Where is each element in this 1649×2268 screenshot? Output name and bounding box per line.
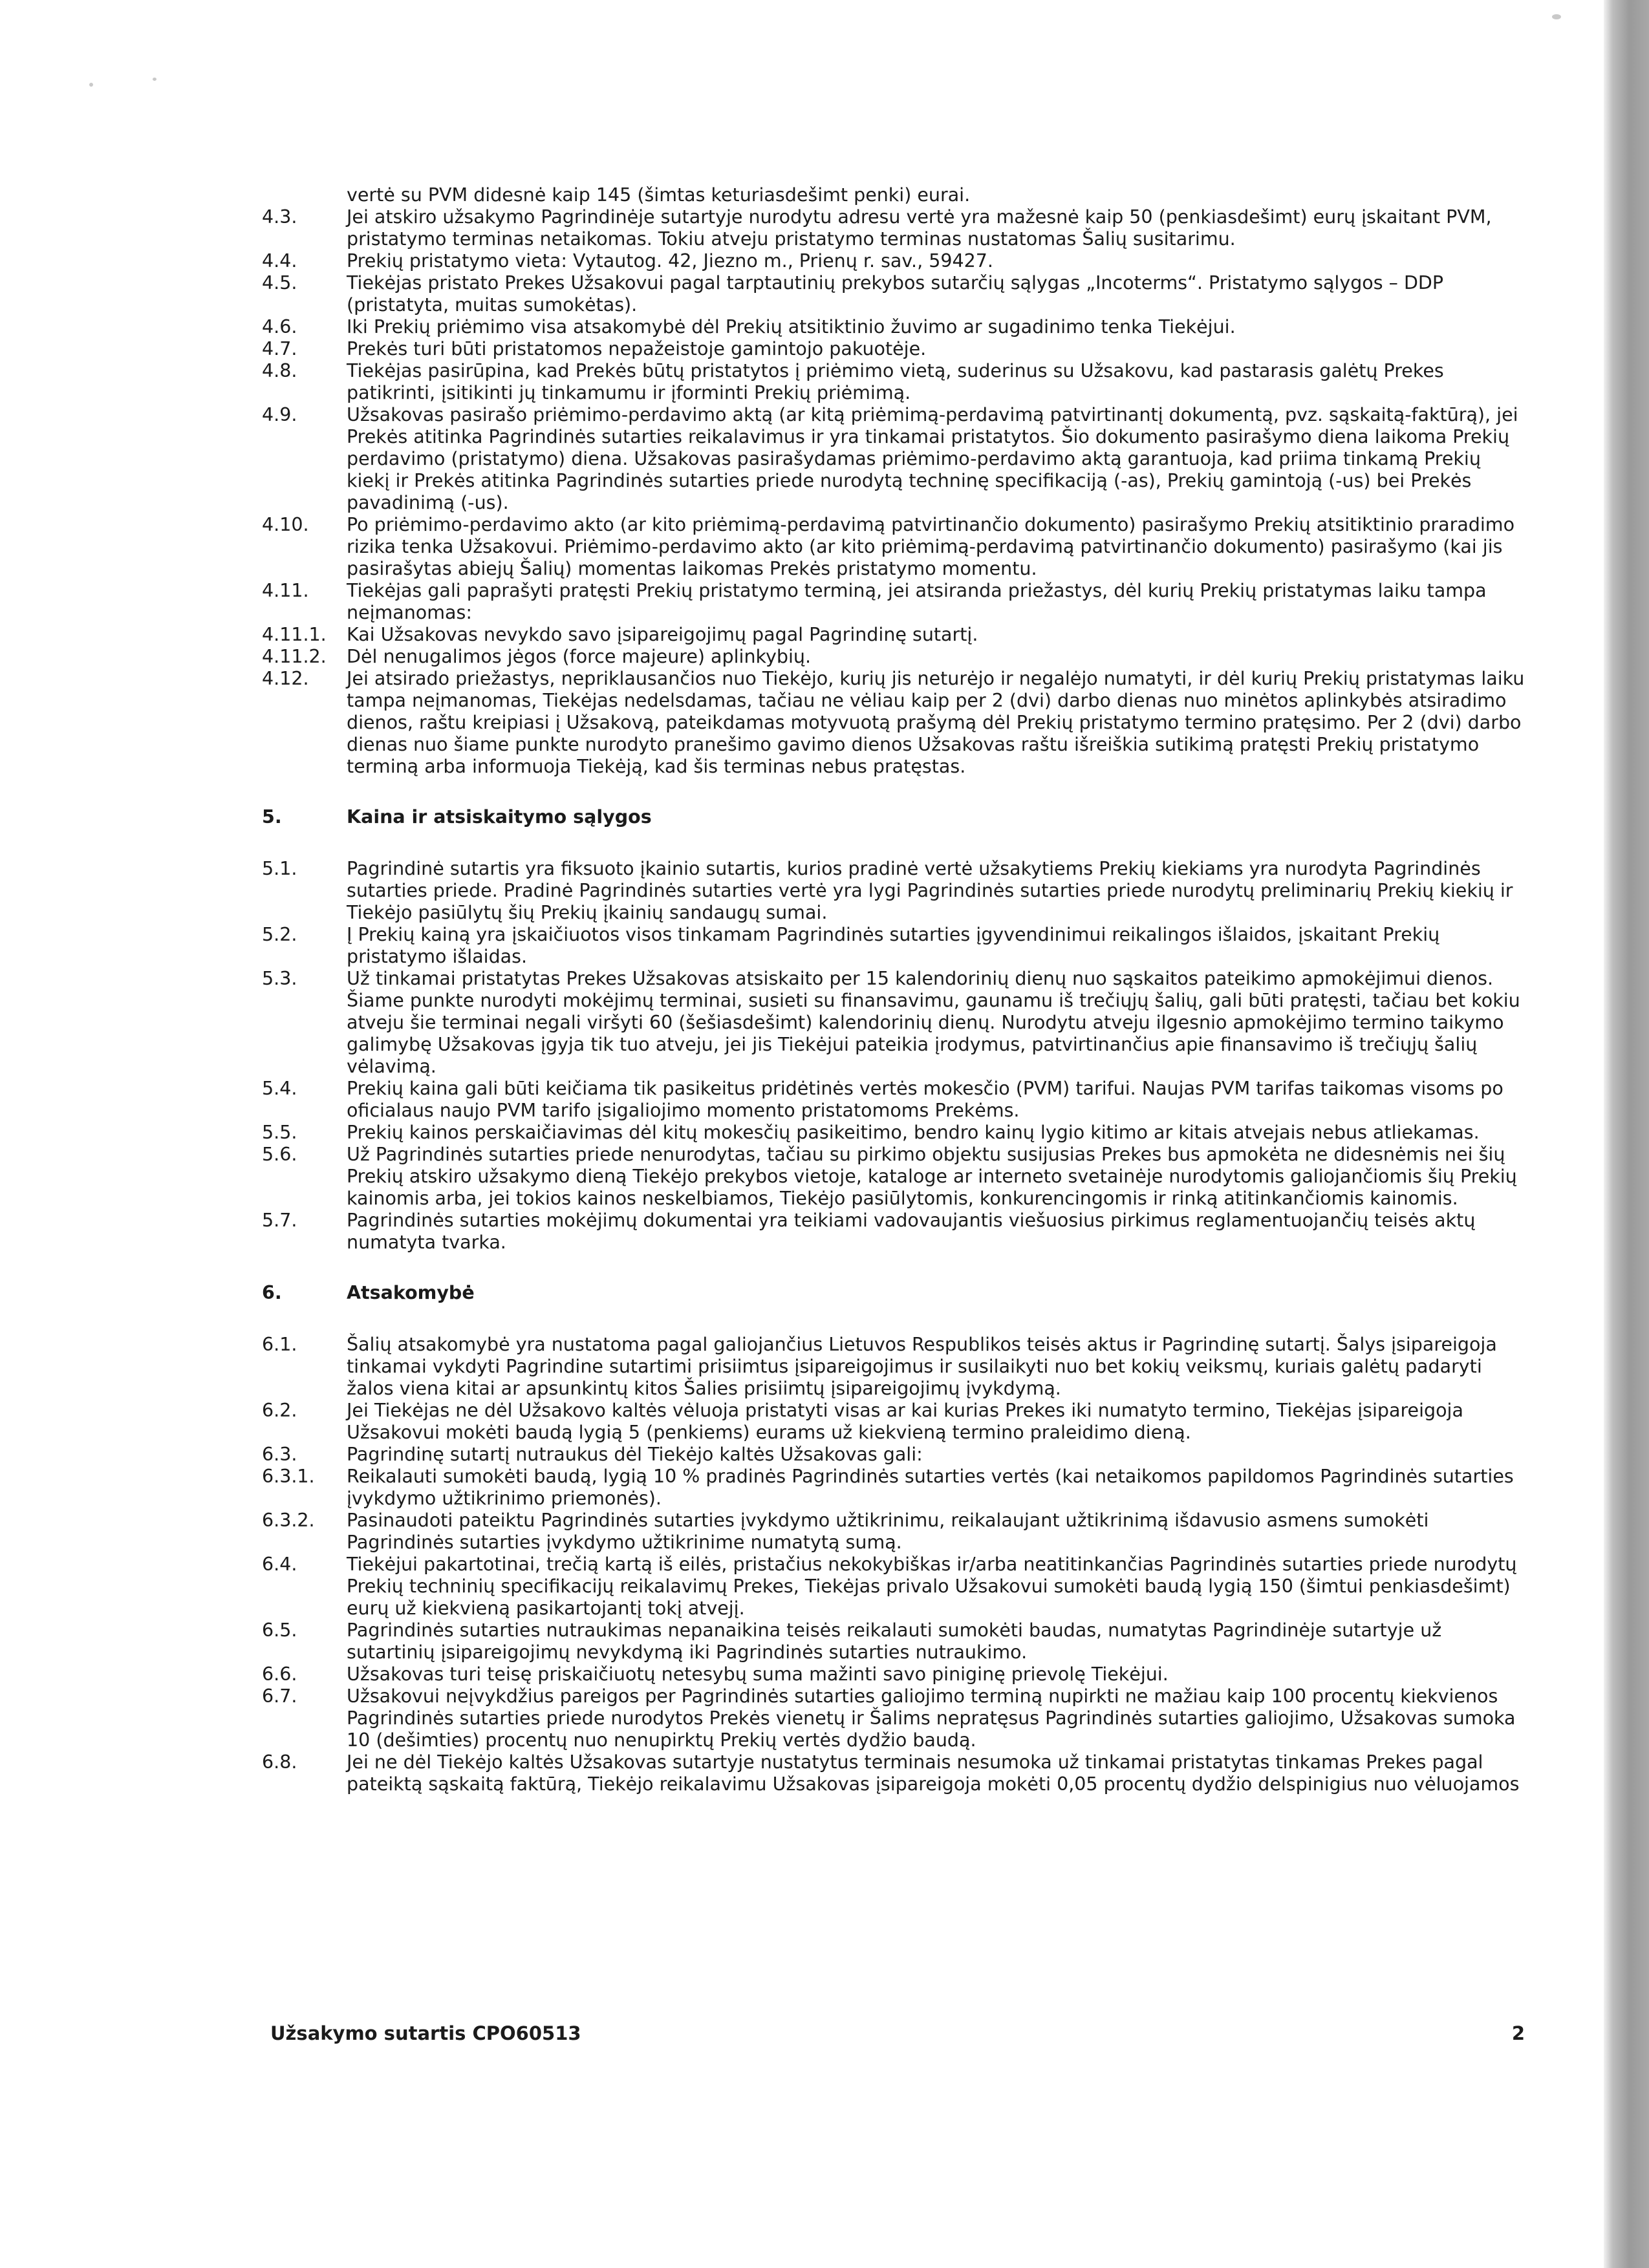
clause-text: Prekių kaina gali būti keičiama tik pasikeitus pridėtinės vertės mokesčio (PVM) tarifui. Naujas PVM tarifas taikomas visoms po oficialaus naujo PVM tarifo įsigaliojimo momento pristatomoms Prekėms. — [347, 1078, 1503, 1121]
clause-item — [262, 668, 1529, 778]
section-number: 5. — [262, 806, 282, 828]
clause-text: Prekių kainos perskaičiavimas dėl kitų mokesčių pasikeitimo, bendro kainų lygio kitimo ar kitais atvejais nebus atliekamas. — [347, 1122, 1480, 1143]
clause-item — [262, 1210, 1529, 1254]
clause-text: Pasinaudoti pateiktu Pagrindinės sutarties įvykdymo užtikrinimu, reikalaujant užtikrinimą išdavusio asmens sumokėti Pagrindinės sutarties įvykdymo užtikrinime numatytą sumą. — [347, 1510, 1429, 1553]
clause-text: Už tinkamai pristatytas Prekes Užsakovas atsiskaito per 15 kalendorinių dienų nuo sąskaitos pateikimo apmokėjimui dienos. Šiame punkte nurodyti mokėjimų terminai, susieti su finansavimu, gaunamu iš trečiųjų šalių, gali būti pratęsti, tačiau bet kokiu atveju šie terminai negali viršyti 60 (šešiasdešimt) kalendorinių dienų. Nurodytu atveju ilgesnio apmokėjimo termino taikymo galimybę Užsakovas įgyja tik tuo atveju, jei jis Tiekėjui pateikia įrodymus, patvirtinančius apie finansavimo iš trečiųjų šalių vėlavimą. — [347, 968, 1520, 1077]
scan-speck — [153, 78, 156, 81]
clause-text: Užsakovas pasirašo priėmimo-perdavimo aktą (ar kitą priėmimą-perdavimą patvirtinantį dokumentą, pvz. sąskaitą-faktūrą), jei Prekės atitinka Pagrindinės sutarties reikalavimus ir yra tinkamai pristatytos. Šio dokumento pasirašymo diena laikoma Prekių perdavimo (pristatymo) diena. Užsakovas pasirašydamas priėmimo-perdavimo aktą garantuoja, kad priima tinkamą Prekių kiekį ir Prekės atitinka Pagrindinės sutarties priede nurodytą techninę specifikaciją (-as), Prekių gamintoją (-us) bei Prekės pavadinimą (-us). — [347, 404, 1518, 513]
clause-number: 6.6. — [262, 1664, 297, 1685]
clause-number: 4.11.1. — [262, 624, 327, 645]
scan-speck — [89, 83, 93, 87]
clause-item — [262, 1078, 1529, 1122]
clause-text: Jei atsirado priežastys, nepriklausančios nuo Tiekėjo, kurių jis neturėjo ir negalėjo numatyti, ir dėl kurių Prekių pristatymas laiku tampa neįmanomas, Tiekėjas nedelsdamas, tačiau ne vėliau kaip per 2 (dvi) darbo dienas nuo minėtos aplinkybės atsiradimo dienos, raštu kreipiasi į Užsakovą, pateikdamas motyvuotą prašymą dėl Prekių pristatymo termino pratęsimo. Per 2 (dvi) darbo dienas nuo šiame punkte nurodyto pranešimo gavimo dienos Užsakovas raštu išreiškia sutikimą pratęsti Prekių pristatymo terminą arba informuoja Tiekėją, kad šis terminas nebus pratęstas. — [347, 668, 1525, 777]
section-heading — [262, 1282, 1529, 1304]
clause-number: 4.8. — [262, 360, 297, 381]
clause-number: 6.8. — [262, 1751, 297, 1773]
clause-item — [262, 580, 1529, 624]
clause-item — [262, 1144, 1529, 1210]
clause-item — [262, 338, 1529, 360]
clause-item — [262, 624, 1529, 646]
clause-item — [262, 968, 1529, 1078]
clause-item — [262, 316, 1529, 338]
clause-number: 5.3. — [262, 968, 297, 989]
clause-item — [262, 250, 1529, 272]
clause-text: Prekės turi būti pristatomos nepažeistoje gamintojo pakuotėje. — [347, 338, 927, 359]
clause-item — [262, 1444, 1529, 1466]
clause-number: 4.3. — [262, 206, 297, 228]
clause-item — [262, 206, 1529, 250]
clause-text: Tiekėjas gali paprašyti pratęsti Prekių pristatymo terminą, jei atsiranda priežastys, dėl kurių Prekių pristatymas laiku tampa neįmanomas: — [347, 580, 1487, 623]
clause-number: 4.5. — [262, 272, 297, 294]
clause-number: 4.12. — [262, 668, 309, 689]
clause-text: Už Pagrindinės sutarties priede nenurodytas, tačiau su pirkimo objektu susijusias Prekes bus apmokėta ne didesnėmis nei šių Prekių atskiro užsakymo dieną Tiekėjo prekybos vietoje, kataloge ar interneto svetainėje nurodytomis galiojančiomis šių Prekių kainomis arba, jei tokios kainos neskelbiamos, Tiekėjo pasiūlytomis, konkurencingomis ir rinką atitinkančiomis kainomis. — [347, 1144, 1517, 1209]
clause-text: Tiekėjas pristato Prekes Užsakovui pagal tarptautinių prekybos sutarčių sąlygas „Incoterms“. Pristatymo sąlygos – DDP (pristatyta, muitas sumokėtas). — [347, 272, 1444, 316]
clause-number: 6.3. — [262, 1444, 297, 1465]
carryover-paragraph — [262, 184, 1529, 206]
clause-number: 4.6. — [262, 316, 297, 337]
clause-number: 4.10. — [262, 514, 309, 535]
clause-item — [262, 1554, 1529, 1620]
clause-text: Pagrindinė sutartis yra fiksuoto įkainio sutartis, kurios pradinė vertė užsakytiems Prekių kiekiams yra nurodyta Pagrindinės sutarties priede. Pradinė Pagrindinės sutarties vertė yra lygi Pagrindinės sutarties priede nurodytų preliminarių Prekių kiekių ir Tiekėjo pasiūlytų šių Prekių įkainių sandaugų sumai. — [347, 858, 1513, 923]
section-number: 6. — [262, 1282, 282, 1303]
clause-item — [262, 1122, 1529, 1144]
clause-text: Pagrindinės sutarties nutraukimas nepanaikina teisės reikalauti sumokėti baudas, numatytas Pagrindinėje sutartyje už sutartinių įsipareigojimų nevykdymą iki Pagrindinės sutarties nutraukimo. — [347, 1620, 1442, 1663]
clause-number: 6.4. — [262, 1554, 297, 1575]
clause-item — [262, 1510, 1529, 1554]
page-number: 2 — [1511, 2022, 1525, 2044]
clause-number: 5.2. — [262, 924, 297, 945]
clause-number: 5.5. — [262, 1122, 297, 1143]
clause-item — [262, 858, 1529, 924]
clause-number: 6.3.2. — [262, 1510, 315, 1531]
clause-item — [262, 404, 1529, 514]
clause-text: Jei ne dėl Tiekėjo kaltės Užsakovas sutartyje nustatytus terminais nesumoka už tinkamai pristatytas tinkamas Prekes pagal pateiktą sąskaitą faktūrą, Tiekėjo reikalavimu Užsakovas įsipareigoja mokėti 0,05 procentų dydžio delspinigius nuo vėluojamos — [347, 1751, 1520, 1795]
clause-text: Užsakovui neįvykdžius pareigos per Pagrindinės sutarties galiojimo terminą nupirkti ne mažiau kaip 100 procentų kiekvienos Pagrindinės sutarties priede nurodytos Prekės vienetų ir Šalims nepratęsus Pagrindinės sutarties galiojimo, Užsakovas sumoka 10 (dešimties) procentų nuo nenupirktų Prekių vertės dydžio baudą. — [347, 1685, 1516, 1751]
clause-number: 4.7. — [262, 338, 297, 359]
clause-item — [262, 360, 1529, 404]
clause-item — [262, 1334, 1529, 1400]
clause-number: 5.6. — [262, 1144, 297, 1165]
clause-item — [262, 1466, 1529, 1510]
section-heading — [262, 806, 1529, 828]
clause-item — [262, 272, 1529, 316]
clause-number: 6.5. — [262, 1620, 297, 1641]
clause-number: 6.1. — [262, 1334, 297, 1355]
clause-number: 6.7. — [262, 1685, 297, 1707]
clause-number: 5.1. — [262, 858, 297, 879]
clause-text: Pagrindinę sutartį nutraukus dėl Tiekėjo kaltės Užsakovas gali: — [347, 1444, 923, 1465]
clause-number: 4.4. — [262, 250, 297, 272]
clause-text: Pagrindinės sutarties mokėjimų dokumentai yra teikiami vadovaujantis viešuosius pirkimus reglamentuojančių teisės aktų numatyta tvarka. — [347, 1210, 1476, 1253]
clause-text: Iki Prekių priėmimo visa atsakomybė dėl Prekių atsitiktinio žuvimo ar sugadinimo tenka Tiekėjui. — [347, 316, 1236, 337]
clause-text: Prekių pristatymo vieta: Vytautog. 42, Jiezno m., Prienų r. sav., 59427. — [347, 250, 993, 272]
scan-shadow-edge — [1604, 0, 1649, 2268]
clause-item — [262, 646, 1529, 668]
clause-number: 4.11.2. — [262, 646, 327, 667]
clause-number: 5.4. — [262, 1078, 297, 1099]
page-footer — [270, 2022, 1525, 2044]
scan-speck — [1552, 14, 1561, 19]
clause-text: Po priėmimo-perdavimo akto (ar kito priėmimą-perdavimą patvirtinančio dokumento) pasirašymo Prekių atsitiktinio praradimo rizika tenka Užsakovui. Priėmimo-perdavimo akto (ar kito priėmimą-perdavimą patvirtinančio dokumento) pasirašymo (kai jis pasirašytas abiejų Šalių) momentas laikomas Prekės pristatymo momentu. — [347, 514, 1515, 579]
carryover-text: vertė su PVM didesnė kaip 145 (šimtas keturiasdešimt penki) eurai. — [347, 184, 971, 206]
clause-item — [262, 514, 1529, 580]
clause-number: 4.9. — [262, 404, 297, 425]
clause-item — [262, 1751, 1529, 1795]
document-page — [262, 184, 1529, 1795]
clause-text: Jei atskiro užsakymo Pagrindinėje sutartyje nurodytu adresu vertė yra mažesnė kaip 50 (penkiasdešimt) eurų įskaitant PVM, pristatymo terminas netaikomas. Tokiu atveju pristatymo terminas nustatomas Šalių susitarimu. — [347, 206, 1492, 250]
clause-text: Dėl nenugalimos jėgos (force majeure) aplinkybių. — [347, 646, 811, 667]
document-body — [262, 206, 1529, 1795]
clause-text: Šalių atsakomybė yra nustatoma pagal galiojančius Lietuvos Respublikos teisės aktus ir Pagrindinę sutartį. Šalys įsipareigoja tinkamai vykdyti Pagrindine sutartimi prisiimtus įsipareigojimus ir susilaikyti nuo bet kokių veiksmų, kuriais galėtų padaryti žalos viena kitai ar apsunkintų kitos Šalies prisiimtų įsipareigojimų įvykdymą. — [347, 1334, 1497, 1399]
clause-text: Reikalauti sumokėti baudą, lygią 10 % pradinės Pagrindinės sutarties vertės (kai netaikomos papildomos Pagrindinės sutarties įvykdymo užtikrinimo priemonės). — [347, 1466, 1514, 1509]
clause-text: Užsakovas turi teisę priskaičiuotų netesybų suma mažinti savo piniginę prievolę Tiekėjui. — [347, 1664, 1169, 1685]
clause-text: Tiekėjui pakartotinai, trečią kartą iš eilės, pristačius nekokybiškas ir/arba neatitinkančias Pagrindinės sutarties priede nurodytų Prekių techninių specifikacijų reikalavimų Prekes, Tiekėjas privalo Užsakovui sumokėti baudą lygią 150 (šimtui penkiasdešimt) eurų už kiekvieną pasikartojantį tokį atvejį. — [347, 1554, 1517, 1619]
clause-number: 4.11. — [262, 580, 309, 601]
footer-title: Užsakymo sutartis CPO60513 — [270, 2022, 581, 2044]
clause-item — [262, 1685, 1529, 1751]
clause-item — [262, 1400, 1529, 1444]
clause-item — [262, 1664, 1529, 1685]
section-title: Atsakomybė — [347, 1282, 475, 1303]
clause-text: Jei Tiekėjas ne dėl Užsakovo kaltės vėluoja pristatyti visas ar kai kurias Prekes iki numatyto termino, Tiekėjas įsipareigoja Užsakovui mokėti baudą lygią 5 (penkiems) eurams už kiekvieną termino praleidimo dieną. — [347, 1400, 1463, 1443]
section-title: Kaina ir atsiskaitymo sąlygos — [347, 806, 652, 828]
clause-number: 6.3.1. — [262, 1466, 315, 1487]
clause-item — [262, 924, 1529, 968]
clause-number: 6.2. — [262, 1400, 297, 1421]
clause-item — [262, 1620, 1529, 1664]
clause-text: Tiekėjas pasirūpina, kad Prekės būtų pristatytos į priėmimo vietą, suderinus su Užsakovu, kad pastarasis galėtų Prekes patikrinti, įsitikinti jų tinkamumu ir įforminti Prekių priėmimą. — [347, 360, 1444, 403]
clause-number: 5.7. — [262, 1210, 297, 1231]
clause-text: Kai Užsakovas nevykdo savo įsipareigojimų pagal Pagrindinę sutartį. — [347, 624, 978, 645]
clause-text: Į Prekių kainą yra įskaičiuotos visos tinkamam Pagrindinės sutarties įgyvendinimui reikalingos išlaidos, įskaitant Prekių pristatymo išlaidas. — [347, 924, 1440, 967]
